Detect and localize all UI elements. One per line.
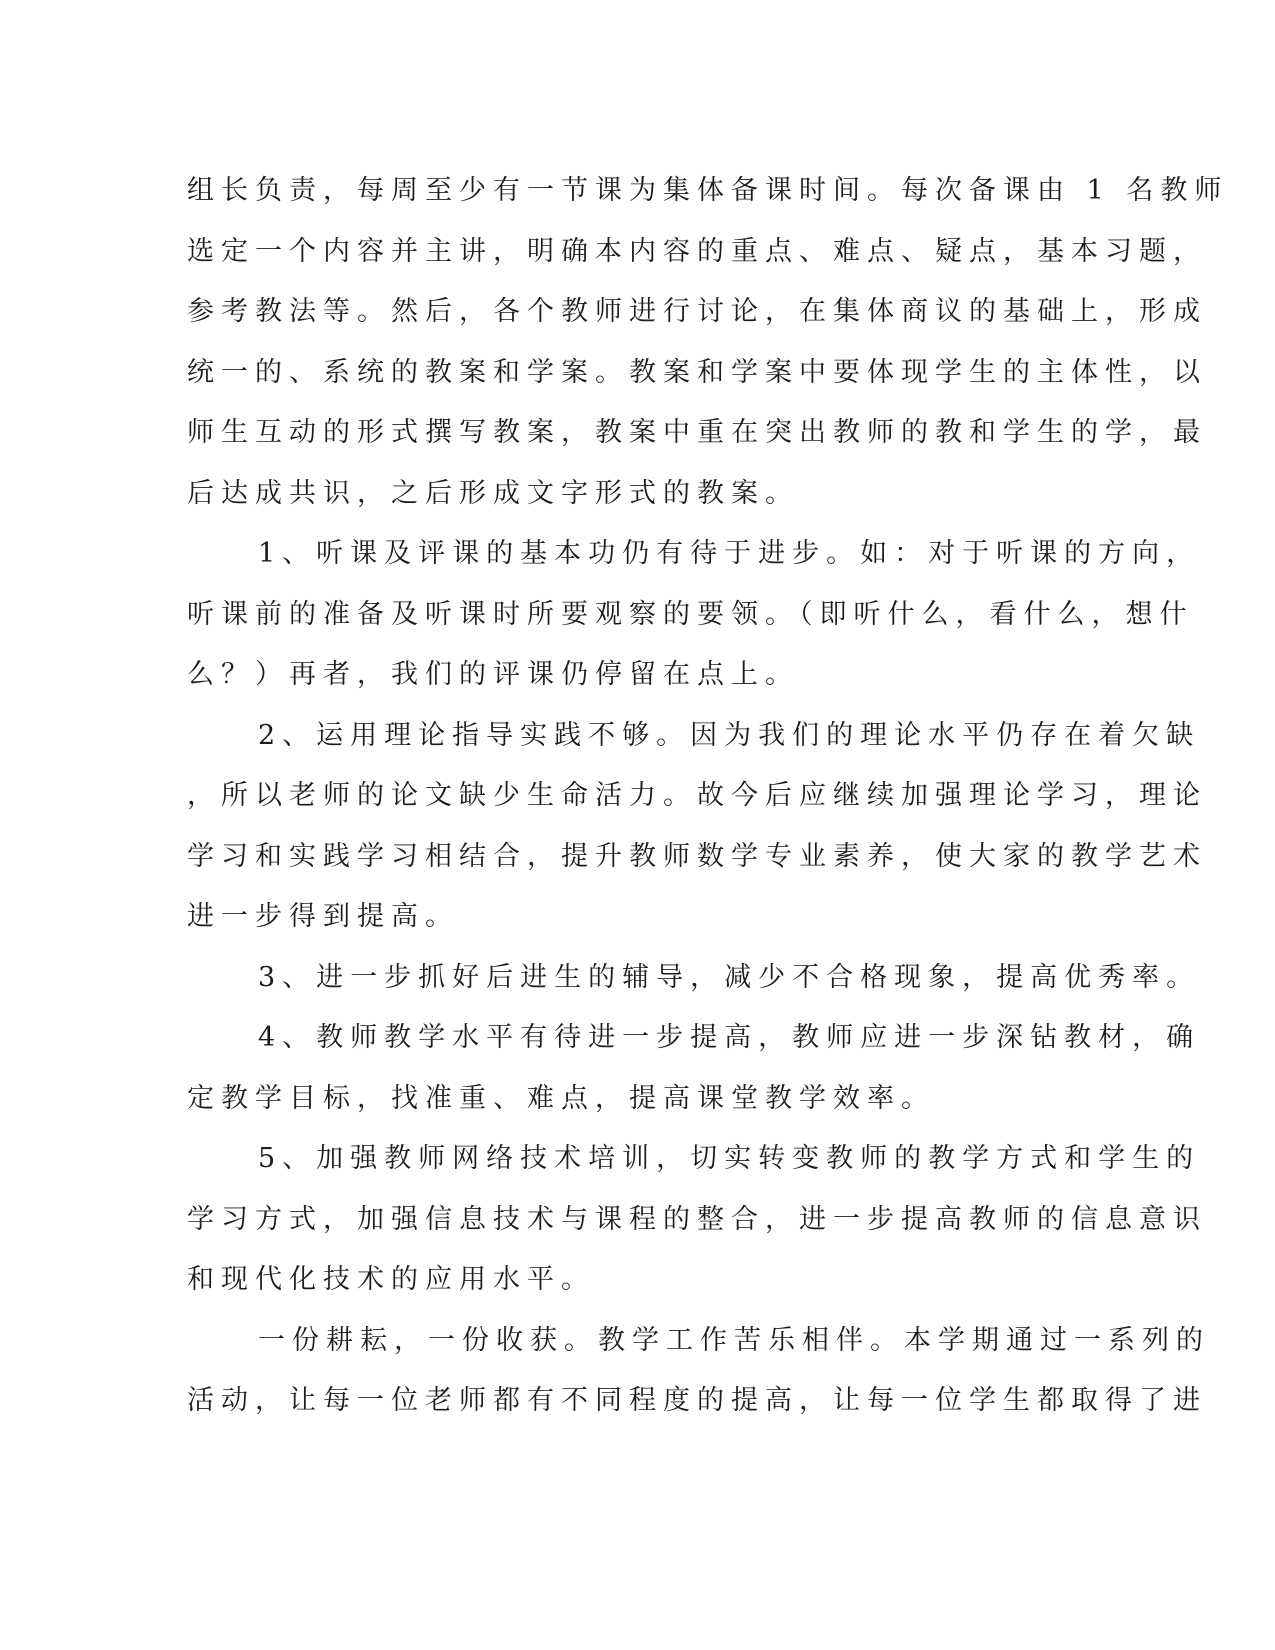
text-line: ，所以老师的论文缺少生命活力。故今后应继续加强理论学习，理论 bbox=[187, 780, 1207, 811]
paragraph-first-line: 4、教师教学水平有待进一步提高，教师应进一步深钻教材，确 bbox=[258, 1022, 1201, 1053]
paragraph-first-line: 2、运用理论指导实践不够。因为我们的理论水平仍存在着欠缺 bbox=[258, 719, 1201, 751]
text-line: 选定一个内容并主讲，明确本内容的重点、难点、疑点，基本习题， bbox=[187, 235, 1207, 267]
paragraph-first-line: 3、进一步抓好后进生的辅导，减少不合格现象，提高优秀率。 bbox=[258, 961, 1201, 993]
text-line: 组长负责，每周至少有一节课为集体备课时间。每次备课由 1 名教师 bbox=[187, 175, 1229, 206]
paragraph-first-line: 一份耕耘，一份收获。教学工作苦乐相伴。本学期通过一系列的 bbox=[258, 1324, 1210, 1356]
text-line: 师生互动的形式撰写教案，教案中重在突出教师的教和学生的学，最 bbox=[187, 417, 1207, 448]
text-line: 听课前的准备及听课时所要观察的要领。（即听什么，看什么，想什 bbox=[187, 598, 1194, 630]
document-body bbox=[187, 161, 1229, 1432]
paragraph-first-line: 1、听课及评课的基本功仍有待于进步。如：对于听课的方向， bbox=[258, 538, 1201, 569]
text-line: 么？）再者，我们的评课仍停留在点上。 bbox=[187, 659, 799, 690]
text-line: 参考教法等。然后，各个教师进行讨论，在集体商议的基础上，形成 bbox=[187, 296, 1207, 327]
text-line: 统一的、系统的教案和学案。教案和学案中要体现学生的主体性，以 bbox=[187, 356, 1207, 388]
text-line: 后达成共识，之后形成文字形式的教案。 bbox=[187, 477, 799, 509]
paragraph-first-line: 5、加强教师网络技术培训，切实转变教师的教学方式和学生的 bbox=[258, 1143, 1201, 1174]
text-line: 定教学目标，找准重、难点，提高课堂教学效率。 bbox=[187, 1082, 935, 1114]
text-line: 学习方式，加强信息技术与课程的整合，进一步提高教师的信息意识 bbox=[187, 1203, 1207, 1235]
text-line: 活动，让每一位老师都有不同程度的提高，让每一位学生都取得了进 bbox=[187, 1385, 1207, 1416]
text-line: 进一步得到提高。 bbox=[187, 901, 459, 932]
text-line: 和现代化技术的应用水平。 bbox=[187, 1264, 595, 1295]
text-line: 学习和实践学习相结合，提升教师数学专业素养，使大家的教学艺术 bbox=[187, 840, 1207, 872]
